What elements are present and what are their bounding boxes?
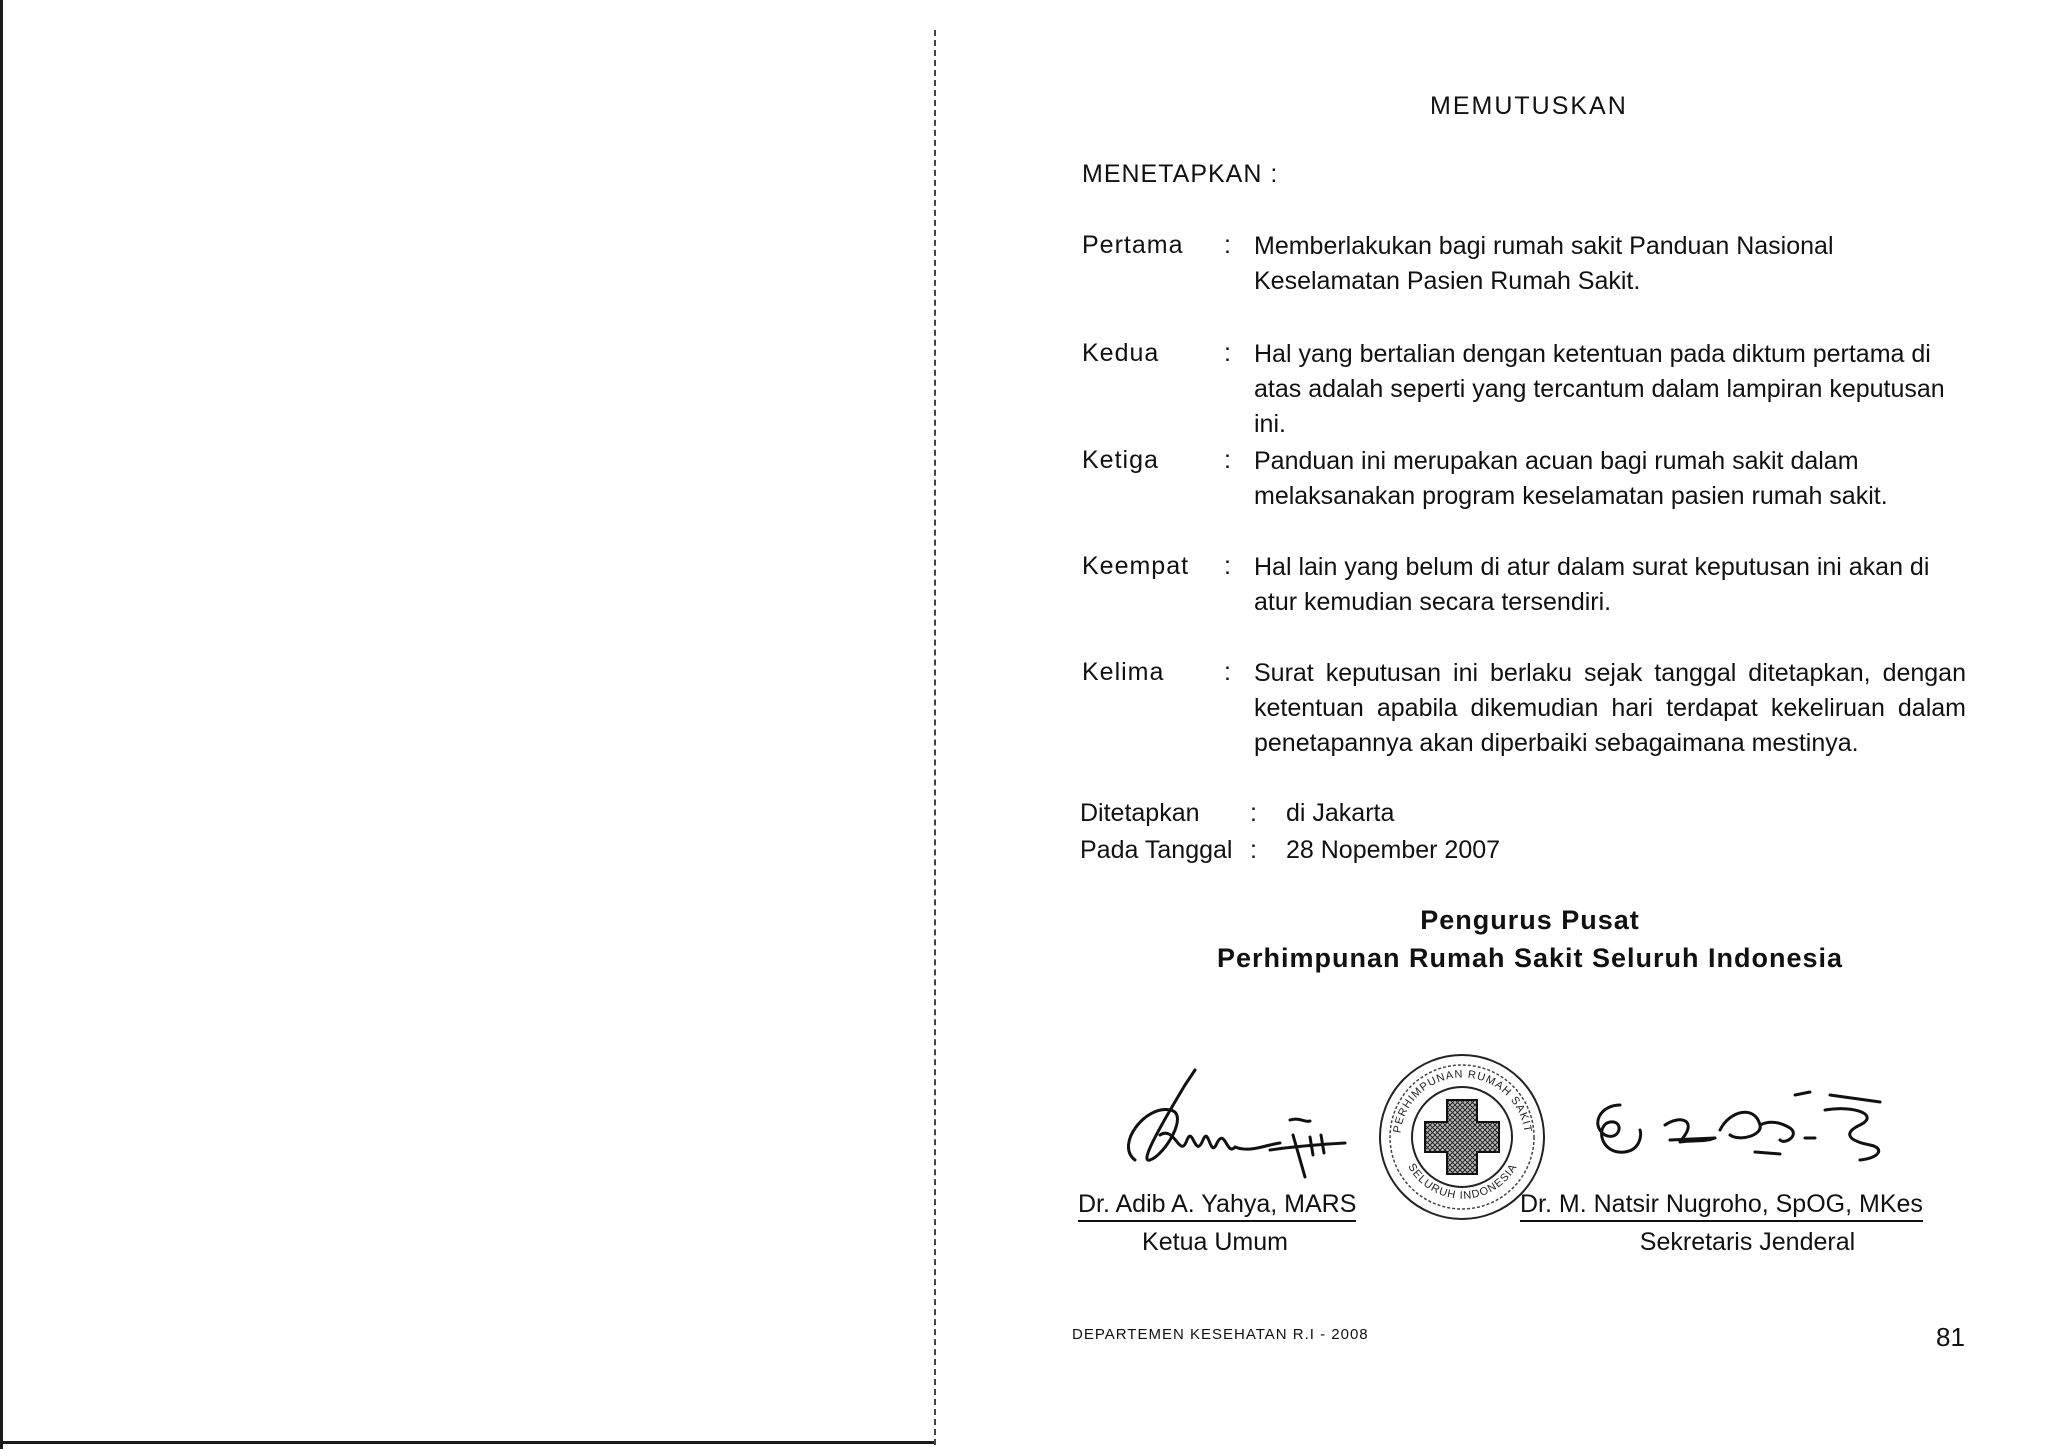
- enactment-date-label: Pada Tanggal: [1080, 836, 1233, 864]
- article-text-ketiga: Panduan ini merupakan acuan bagi rumah sakit dalam melaksanakan program keselamatan pasien rumah sakit.: [1254, 447, 1888, 510]
- seal-bottom-text: SELURUH INDONESIA: [1405, 1161, 1520, 1202]
- signature-secretary: [1580, 1080, 1940, 1190]
- article-colon: :: [1224, 231, 1231, 259]
- article-label-kedua: Kedua: [1082, 339, 1160, 367]
- article-label-ketiga: Ketiga: [1082, 446, 1159, 474]
- article-label-kelima: Kelima: [1082, 658, 1165, 686]
- article-text-kedua: Hal yang bertalian dengan ketentuan pada diktum pertama di atas adalah seperti yang tercantum dalam lampiran keputusan ini.: [1254, 340, 1945, 438]
- organization-line-2: Perhimpunan Rumah Sakit Seluruh Indonesia: [1216, 943, 1844, 973]
- article-text-pertama: Memberlakukan bagi rumah sakit Panduan Nasional Keselamatan Pasien Rumah Sakit.: [1254, 232, 1834, 295]
- article-colon: :: [1224, 339, 1231, 367]
- signature-chairman: [1115, 1065, 1365, 1180]
- seal-top-text: PERHIMPUNAN RUMAH SAKIT: [1391, 1068, 1534, 1134]
- article-text-kelima: Surat keputusan ini berlaku sejak tanggal ditetapkan, dengan ketentuan apabila dikemudian hari terdapat kekeliruan dalam penetapannya akan diperbaiki sebagaimana mestinya.: [1254, 659, 1966, 757]
- left-page-border: [0, 0, 3, 1449]
- seal-cross-icon: [1425, 1100, 1499, 1174]
- chairman-name: Dr. Adib A. Yahya, MARS: [1078, 1190, 1356, 1222]
- article-label-pertama: Pertama: [1082, 231, 1184, 259]
- organization-line-1: Pengurus Pusat: [1420, 905, 1640, 935]
- enactment-place-label: Ditetapkan: [1080, 799, 1200, 827]
- left-page-bottom-border: [0, 1441, 936, 1444]
- page-number: 81: [1936, 1322, 1965, 1352]
- secretary-name: Dr. M. Natsir Nugroho, SpOG, MKes: [1520, 1190, 1923, 1222]
- article-colon: :: [1224, 446, 1231, 474]
- article-colon: :: [1224, 658, 1231, 686]
- footer-publisher: DEPARTEMEN KESEHATAN R.I - 2008: [1072, 1326, 1369, 1343]
- enactment-colon: :: [1250, 799, 1257, 827]
- article-colon: :: [1224, 552, 1231, 580]
- page-heading: MEMUTUSKAN: [1430, 92, 1628, 120]
- page-fold-line: [934, 30, 936, 1445]
- enactment-colon: :: [1250, 836, 1257, 864]
- enactment-date-value: 28 Nopember 2007: [1286, 836, 1501, 864]
- secretary-title: Sekretaris Jenderal: [1639, 1228, 1856, 1256]
- chairman-title: Ketua Umum: [1142, 1228, 1288, 1256]
- decree-label: MENETAPKAN :: [1082, 160, 1279, 188]
- article-text-keempat: Hal lain yang belum di atur dalam surat keputusan ini akan di atur kemudian secara tersendiri.: [1254, 553, 1930, 616]
- article-label-keempat: Keempat: [1082, 552, 1190, 580]
- enactment-place-value: di Jakarta: [1286, 799, 1395, 827]
